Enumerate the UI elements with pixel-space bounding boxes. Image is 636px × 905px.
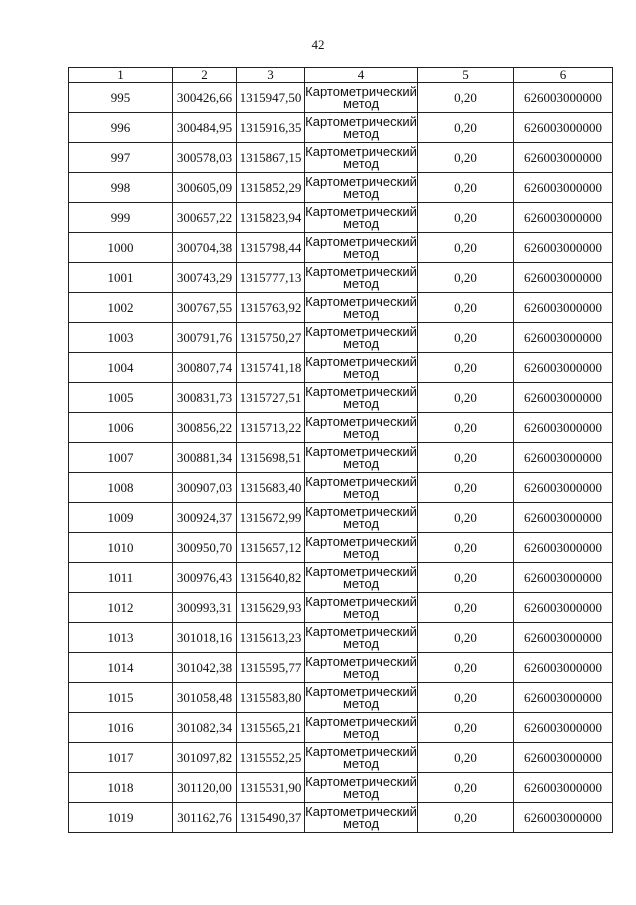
- cadastral-code: 626003000000: [514, 533, 613, 563]
- method-line-2: метод: [342, 725, 380, 741]
- point-number: 1015: [69, 683, 173, 713]
- method-line-2: метод: [342, 275, 380, 291]
- point-number: 1003: [69, 323, 173, 353]
- coord-y: 1315777,13: [237, 263, 305, 293]
- method-cell: [305, 713, 418, 743]
- coord-y: 1315798,44: [237, 233, 305, 263]
- precision-value: 0,20: [418, 773, 514, 803]
- method-line-1: Картометрический: [305, 473, 417, 489]
- header-col-1: 1: [69, 68, 173, 83]
- method-line-1: Картометрический: [305, 233, 417, 249]
- header-col-6: 6: [514, 68, 613, 83]
- method-line-2: метод: [342, 125, 380, 141]
- table-row: [69, 263, 613, 293]
- table-row: [69, 533, 613, 563]
- precision-value: 0,20: [418, 473, 514, 503]
- cadastral-code: 626003000000: [514, 443, 613, 473]
- coord-y: 1315595,77: [237, 653, 305, 683]
- cadastral-code: 626003000000: [514, 713, 613, 743]
- coord-y: 1315763,92: [237, 293, 305, 323]
- method-line-1: Картометрический: [305, 563, 417, 579]
- coord-x: 300605,09: [173, 173, 237, 203]
- coord-y: 1315867,15: [237, 143, 305, 173]
- table-row: [69, 443, 613, 473]
- method-line-2: метод: [342, 245, 380, 261]
- header-col-2: 2: [173, 68, 237, 83]
- point-number: 1001: [69, 263, 173, 293]
- point-number: 1009: [69, 503, 173, 533]
- coord-y: 1315713,22: [237, 413, 305, 443]
- method-line-2: метод: [342, 605, 380, 621]
- page-number: 42: [311, 37, 325, 52]
- point-number: 1017: [69, 743, 173, 773]
- precision-value: 0,20: [418, 413, 514, 443]
- table-row: [69, 773, 613, 803]
- precision-value: 0,20: [418, 143, 514, 173]
- method-line-1: Картометрический: [305, 173, 417, 189]
- precision-value: 0,20: [418, 803, 514, 833]
- precision-value: 0,20: [418, 533, 514, 563]
- table-row: [69, 563, 613, 593]
- method-line-2: метод: [342, 155, 380, 171]
- method-cell: [305, 143, 418, 173]
- cadastral-code: 626003000000: [514, 473, 613, 503]
- method-cell: [305, 233, 418, 263]
- method-line-1: Картометрический: [305, 263, 417, 279]
- point-number: 996: [69, 113, 173, 143]
- method-line-1: Картометрический: [305, 413, 417, 429]
- point-number: 995: [69, 83, 173, 113]
- cadastral-code: 626003000000: [514, 773, 613, 803]
- precision-value: 0,20: [418, 653, 514, 683]
- method-line-2: метод: [342, 695, 380, 711]
- coord-y: 1315852,29: [237, 173, 305, 203]
- coord-x: 301058,48: [173, 683, 237, 713]
- cadastral-code: 626003000000: [514, 113, 613, 143]
- coord-y: 1315613,23: [237, 623, 305, 653]
- coord-y: 1315741,18: [237, 353, 305, 383]
- table-row: [69, 323, 613, 353]
- method-line-2: метод: [342, 395, 380, 411]
- method-line-1: Картометрический: [305, 383, 417, 399]
- coord-y: 1315823,94: [237, 203, 305, 233]
- cadastral-code: 626003000000: [514, 683, 613, 713]
- coord-x: 300704,38: [173, 233, 237, 263]
- precision-value: 0,20: [418, 263, 514, 293]
- method-cell: [305, 743, 418, 773]
- method-line-2: метод: [342, 95, 380, 111]
- cadastral-code: 626003000000: [514, 83, 613, 113]
- coord-x: 301042,38: [173, 653, 237, 683]
- method-line-1: Картометрический: [305, 743, 417, 759]
- point-number: 1000: [69, 233, 173, 263]
- method-line-2: метод: [342, 635, 380, 651]
- coord-y: 1315947,50: [237, 83, 305, 113]
- coord-x: 300807,74: [173, 353, 237, 383]
- table-row: [69, 683, 613, 713]
- method-cell: [305, 503, 418, 533]
- point-number: 1018: [69, 773, 173, 803]
- coord-x: 300907,03: [173, 473, 237, 503]
- method-line-1: Картометрический: [305, 113, 417, 129]
- method-cell: [305, 443, 418, 473]
- coord-x: 301097,82: [173, 743, 237, 773]
- coord-x: 301162,76: [173, 803, 237, 833]
- precision-value: 0,20: [418, 83, 514, 113]
- precision-value: 0,20: [418, 203, 514, 233]
- method-cell: [305, 293, 418, 323]
- method-line-2: метод: [342, 365, 380, 381]
- cadastral-code: 626003000000: [514, 803, 613, 833]
- point-number: 1012: [69, 593, 173, 623]
- precision-value: 0,20: [418, 713, 514, 743]
- cadastral-code: 626003000000: [514, 653, 613, 683]
- method-line-1: Картометрический: [305, 323, 417, 339]
- cadastral-code: 626003000000: [514, 323, 613, 353]
- coord-x: 300657,22: [173, 203, 237, 233]
- point-number: 1016: [69, 713, 173, 743]
- coord-x: 300767,55: [173, 293, 237, 323]
- cadastral-code: 626003000000: [514, 173, 613, 203]
- table-header-row: [69, 68, 613, 83]
- coord-y: 1315531,90: [237, 773, 305, 803]
- coord-y: 1315565,21: [237, 713, 305, 743]
- precision-value: 0,20: [418, 623, 514, 653]
- method-line-1: Картометрический: [305, 593, 417, 609]
- method-line-1: Картометрический: [305, 443, 417, 459]
- precision-value: 0,20: [418, 353, 514, 383]
- precision-value: 0,20: [418, 593, 514, 623]
- coord-y: 1315657,12: [237, 533, 305, 563]
- method-line-2: метод: [342, 215, 380, 231]
- method-cell: [305, 653, 418, 683]
- method-line-1: Картометрический: [305, 533, 417, 549]
- point-number: 997: [69, 143, 173, 173]
- header-col-3: 3: [237, 68, 305, 83]
- table-row: [69, 113, 613, 143]
- table-row: [69, 473, 613, 503]
- table-row: [69, 353, 613, 383]
- method-cell: [305, 353, 418, 383]
- precision-value: 0,20: [418, 293, 514, 323]
- point-number: 1004: [69, 353, 173, 383]
- precision-value: 0,20: [418, 743, 514, 773]
- cadastral-code: 626003000000: [514, 743, 613, 773]
- method-cell: [305, 683, 418, 713]
- method-line-2: метод: [342, 185, 380, 201]
- coord-x: 301018,16: [173, 623, 237, 653]
- point-number: 1006: [69, 413, 173, 443]
- method-line-2: метод: [342, 815, 380, 831]
- method-cell: [305, 803, 418, 833]
- coord-y: 1315629,93: [237, 593, 305, 623]
- point-number: 1011: [69, 563, 173, 593]
- coord-x: 301082,34: [173, 713, 237, 743]
- coord-x: 300924,37: [173, 503, 237, 533]
- method-cell: [305, 323, 418, 353]
- point-number: 1007: [69, 443, 173, 473]
- precision-value: 0,20: [418, 683, 514, 713]
- table-row: [69, 173, 613, 203]
- point-number: 998: [69, 173, 173, 203]
- coord-y: 1315698,51: [237, 443, 305, 473]
- precision-value: 0,20: [418, 383, 514, 413]
- cadastral-code: 626003000000: [514, 503, 613, 533]
- method-line-1: Картометрический: [305, 203, 417, 219]
- coord-y: 1315727,51: [237, 383, 305, 413]
- table-row: [69, 203, 613, 233]
- method-line-1: Картометрический: [305, 143, 417, 159]
- method-line-1: Картометрический: [305, 683, 417, 699]
- point-number: 999: [69, 203, 173, 233]
- method-cell: [305, 593, 418, 623]
- point-number: 1014: [69, 653, 173, 683]
- header-col-4: 4: [305, 68, 418, 83]
- cadastral-code: 626003000000: [514, 623, 613, 653]
- method-cell: [305, 113, 418, 143]
- coord-x: 300950,70: [173, 533, 237, 563]
- method-cell: [305, 83, 418, 113]
- coord-y: 1315552,25: [237, 743, 305, 773]
- table-row: [69, 143, 613, 173]
- method-cell: [305, 173, 418, 203]
- method-line-1: Картометрический: [305, 83, 417, 99]
- coordinates-table: [68, 67, 613, 833]
- table-row: [69, 593, 613, 623]
- point-number: 1005: [69, 383, 173, 413]
- method-line-2: метод: [342, 335, 380, 351]
- method-line-1: Картометрический: [305, 803, 417, 819]
- point-number: 1019: [69, 803, 173, 833]
- table-row: [69, 233, 613, 263]
- precision-value: 0,20: [418, 323, 514, 353]
- table-row: [69, 713, 613, 743]
- cadastral-code: 626003000000: [514, 413, 613, 443]
- coord-x: 300993,31: [173, 593, 237, 623]
- coord-x: 300484,95: [173, 113, 237, 143]
- precision-value: 0,20: [418, 113, 514, 143]
- cadastral-code: 626003000000: [514, 353, 613, 383]
- method-line-2: метод: [342, 425, 380, 441]
- method-line-1: Картометрический: [305, 293, 417, 309]
- point-number: 1013: [69, 623, 173, 653]
- method-line-2: метод: [342, 455, 380, 471]
- coord-x: 301120,00: [173, 773, 237, 803]
- method-cell: [305, 263, 418, 293]
- coord-x: 300578,03: [173, 143, 237, 173]
- method-line-1: Картометрический: [305, 773, 417, 789]
- coord-y: 1315683,40: [237, 473, 305, 503]
- cadastral-code: 626003000000: [514, 143, 613, 173]
- method-cell: [305, 203, 418, 233]
- coord-y: 1315916,35: [237, 113, 305, 143]
- method-line-2: метод: [342, 665, 380, 681]
- coord-y: 1315750,27: [237, 323, 305, 353]
- method-line-2: метод: [342, 755, 380, 771]
- coord-x: 300881,34: [173, 443, 237, 473]
- coord-x: 300856,22: [173, 413, 237, 443]
- method-line-1: Картометрический: [305, 653, 417, 669]
- coord-x: 300831,73: [173, 383, 237, 413]
- coord-y: 1315583,80: [237, 683, 305, 713]
- precision-value: 0,20: [418, 233, 514, 263]
- cadastral-code: 626003000000: [514, 593, 613, 623]
- method-line-2: метод: [342, 485, 380, 501]
- method-line-2: метод: [342, 575, 380, 591]
- table-row: [69, 383, 613, 413]
- table-row: [69, 803, 613, 833]
- method-line-2: метод: [342, 305, 380, 321]
- table-row: [69, 743, 613, 773]
- table-body: [69, 83, 613, 833]
- coord-x: 300743,29: [173, 263, 237, 293]
- precision-value: 0,20: [418, 443, 514, 473]
- cadastral-code: 626003000000: [514, 563, 613, 593]
- coord-y: 1315490,37: [237, 803, 305, 833]
- table-row: [69, 413, 613, 443]
- precision-value: 0,20: [418, 563, 514, 593]
- point-number: 1002: [69, 293, 173, 323]
- method-line-1: Картометрический: [305, 713, 417, 729]
- table-row: [69, 623, 613, 653]
- cadastral-code: 626003000000: [514, 203, 613, 233]
- table-row: [69, 83, 613, 113]
- cadastral-code: 626003000000: [514, 233, 613, 263]
- cadastral-code: 626003000000: [514, 263, 613, 293]
- table-row: [69, 653, 613, 683]
- cadastral-code: 626003000000: [514, 293, 613, 323]
- table-row: [69, 503, 613, 533]
- method-cell: [305, 413, 418, 443]
- point-number: 1010: [69, 533, 173, 563]
- method-cell: [305, 383, 418, 413]
- coord-x: 300976,43: [173, 563, 237, 593]
- method-cell: [305, 563, 418, 593]
- cadastral-code: 626003000000: [514, 383, 613, 413]
- method-cell: [305, 623, 418, 653]
- method-line-2: метод: [342, 785, 380, 801]
- method-line-1: Картометрический: [305, 503, 417, 519]
- table-row: [69, 293, 613, 323]
- method-cell: [305, 533, 418, 563]
- method-line-2: метод: [342, 545, 380, 561]
- precision-value: 0,20: [418, 503, 514, 533]
- header-col-5: 5: [418, 68, 514, 83]
- method-cell: [305, 473, 418, 503]
- coord-x: 300791,76: [173, 323, 237, 353]
- point-number: 1008: [69, 473, 173, 503]
- method-line-1: Картометрический: [305, 623, 417, 639]
- coord-y: 1315640,82: [237, 563, 305, 593]
- coord-y: 1315672,99: [237, 503, 305, 533]
- method-line-2: метод: [342, 515, 380, 531]
- precision-value: 0,20: [418, 173, 514, 203]
- method-line-1: Картометрический: [305, 353, 417, 369]
- coord-x: 300426,66: [173, 83, 237, 113]
- method-cell: [305, 773, 418, 803]
